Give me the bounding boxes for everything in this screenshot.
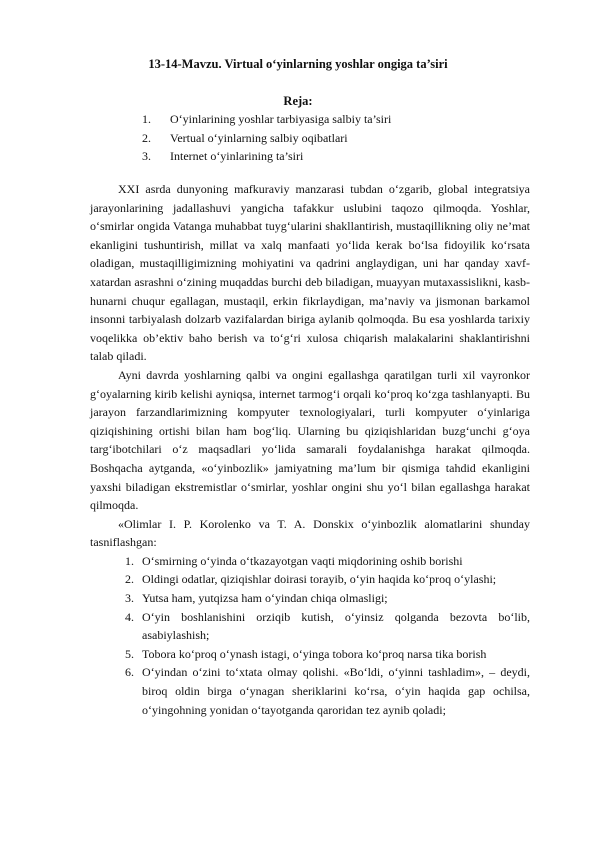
plan-item-text: O‘yinlarining yoshlar tarbiyasiga salbiy ta’siri bbox=[170, 112, 392, 126]
symptom-number: 3. bbox=[125, 591, 134, 606]
paragraph-internet: Ayni davrda yoshlarning qalbi va ongini egallashga qaratilgan turli xil vayronkor g‘oyalarning kirib kelishi ayniqsa, internet tarmog‘i orqali ko‘proq ko‘zga tashlanyapti. Bu jarayon farzandlarimizning kompyuter texnologiyalari, turli kompyuter o‘yinlariga qiziqishining ortishi bilan ham bog‘liq. Ularning bu qiziqishlaridan buzg‘unchi g‘oya targ‘ibotchilari o‘z maqsadlari yo‘lida samarali foydalanishga harakat qilmoqda. Boshqacha aytganda, «o‘yinbozlik» jamiyatning ma’lum bir qismiga tahdid ekanligini yaxshi biladigan ekstremistlar o‘smirlar, yoshlar ongini shu yo‘l bilan egallashga harakat qilmoqda. bbox=[90, 367, 530, 513]
symptom-number: 6. bbox=[125, 665, 134, 680]
symptom-number: 5. bbox=[125, 646, 134, 661]
symptom-text: O‘yin boshlanishini orziqib kutish, o‘yinsiz qolganda bezovta bo‘lib, asabiylashish; bbox=[142, 609, 530, 643]
symptom-item bbox=[90, 608, 530, 645]
symptom-text: Yutsa ham, yutqizsa ham o‘yindan chiqa olmasligi; bbox=[142, 591, 388, 606]
symptom-text: Tobora ko‘proq o‘ynash istagi, o‘yinga tobora ko‘proq narsa tika borish bbox=[142, 646, 487, 661]
plan-list bbox=[118, 110, 478, 166]
symptom-number: 2. bbox=[125, 572, 134, 587]
plan-item-text: Internet o‘yinlarining ta’siri bbox=[170, 149, 304, 163]
plan-item bbox=[118, 129, 478, 148]
paragraph-intro: XXI asrda dunyoning mafkuraviy manzarasi tubdan o‘zgarib, global integratsiya jarayonlarining jadallashuvi yangicha tafakkur uslubini taqozo qilmoqda. Yoshlar, o‘smirlar ongida Vatanga muhabbat tuyg‘ularini shakllantirish, mustaqillikning oliy ne’mat ekanligini tushuntirish, millat va xalq manfaati yo‘lida kerak bo‘lsa fidoyilik ko‘rsata oladigan, mustaqilligimizning mohiyatini va qadrini anglaydigan, uni har qanday xavf-xatardan asrashni o‘zining muqaddas burchi deb biladigan, muayyan mutaxassislikni, kasb-hunarni chuqur egallagan, mustaqil, erkin fikrlaydigan, ma’naviy va jismonan barkamol insonni tarbiyalash dolzarb vazifalardan biriga aylanib qolmoqda. Bu esa yoshlarda tarixiy voqelikka ob’ektiv baho berish va to‘g‘ri xulosa chiqarish malakalarini shaklantirishni talab qiladi. bbox=[90, 182, 530, 364]
plan-item-number: 1. bbox=[142, 112, 151, 126]
symptoms-list bbox=[90, 552, 530, 719]
plan-item-text: Vertual o‘yinlarning salbiy oqibatlari bbox=[170, 130, 348, 145]
plan-item bbox=[118, 147, 478, 166]
plan-heading: Reja: bbox=[283, 94, 313, 108]
plan-item-number: 3. bbox=[142, 149, 151, 163]
symptom-item bbox=[90, 552, 530, 571]
page-title: 13-14-Mavzu. Virtual o‘yinlarning yoshlar ongiga ta’siri bbox=[148, 57, 448, 71]
symptom-text: O‘smirning o‘yinda o‘tkazayotgan vaqti miqdorining oshib borishi bbox=[142, 553, 463, 568]
document-body bbox=[90, 180, 530, 719]
symptom-number: 1. bbox=[125, 553, 134, 568]
symptom-item bbox=[90, 663, 530, 719]
paragraph-scientists: «Olimlar I. P. Korolenko va T. A. Donskix o‘yinbozlik alomatlarini shunday tasniflashgan: bbox=[90, 516, 530, 550]
symptom-item bbox=[90, 589, 530, 608]
plan-item bbox=[118, 110, 478, 129]
symptom-number: 4. bbox=[125, 609, 134, 624]
symptom-text: O‘yindan o‘zini to‘xtata olmay qolishi. «Bo‘ldi, o‘yinni tashladim», – deydi, biroq oldin birga o‘ynagan sheriklarini ko‘rsa, o‘yin haqida gap ochilsa, o‘yingohning yonidan o‘tayotganda qaroridan tez aynib qoladi; bbox=[142, 665, 530, 717]
symptom-text: Oldingi odatlar, qiziqishlar doirasi torayib, o‘yin haqida ko‘proq o‘ylashi; bbox=[142, 572, 497, 587]
plan-item-number: 2. bbox=[142, 130, 151, 145]
symptom-item bbox=[90, 570, 530, 589]
symptom-item bbox=[90, 645, 530, 664]
